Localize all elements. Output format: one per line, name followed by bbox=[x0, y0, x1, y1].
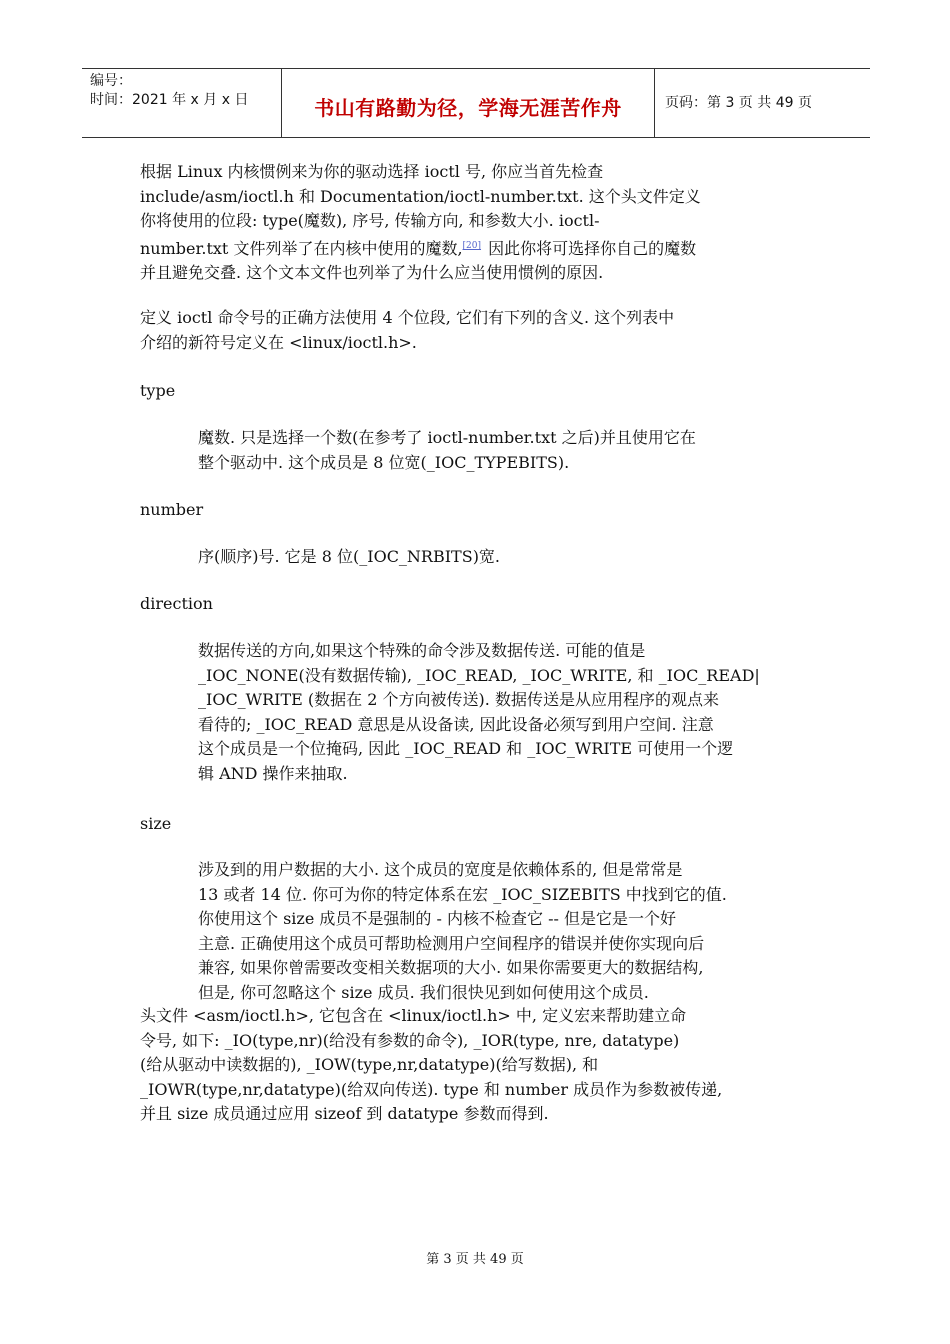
term-direction: direction bbox=[140, 594, 213, 613]
text-line: 兼容, 如果你曾需要改变相关数据项的大小. 如果你需要更大的数据结构, bbox=[198, 958, 704, 978]
text-line: _IOWR(type,nr,datatype)(给双向传送). type 和 number 成员作为参数被传递, bbox=[140, 1079, 723, 1099]
text-line: 定义 ioctl 命令号的正确方法使用 4 个位段, 它们有下列的含义. 这个列表中 bbox=[140, 308, 675, 327]
text-line: 但是, 你可忽略这个 size 成员. 我们很快见到如何使用这个成员. bbox=[198, 982, 649, 1002]
text-line: 并且 size 成员通过应用 sizeof 到 datatype 参数而得到. bbox=[140, 1104, 549, 1124]
text-line: 根据 Linux 内核惯例来为你的驱动选择 ioctl 号, 你应当首先检查 bbox=[140, 162, 604, 181]
definition-number bbox=[198, 545, 500, 570]
page-header bbox=[82, 68, 870, 138]
text-line: 整个驱动中. 这个成员是 8 位宽(_IOC_TYPEBITS). bbox=[198, 452, 570, 472]
text-line: 序(顺序)号. 它是 8 位(_IOC_NRBITS)宽. bbox=[198, 547, 501, 566]
paragraph-intro bbox=[140, 160, 701, 286]
text-line: (给从驱动中读数据的), _IOW(type,nr,datatype)(给写数据), 和 bbox=[140, 1055, 599, 1075]
header-meta-cell bbox=[82, 69, 282, 137]
text-line: 辑 AND 操作来抽取. bbox=[198, 763, 348, 783]
text-line: 你使用这个 size 成员不是强制的 - 内核不检查它 -- 但是它是一个好 bbox=[198, 909, 676, 929]
text-line: 你将使用的位段: type(魔数), 序号, 传输方向, 和参数大小. ioctl- bbox=[140, 211, 600, 231]
text-line: 数据传送的方向,如果这个特殊的命令涉及数据传送. 可能的值是 bbox=[198, 641, 646, 660]
text-line: _IOC_WRITE (数据在 2 个方向被传送). 数据传送是从应用程序的观点来 bbox=[198, 690, 719, 710]
footnote-link[interactable]: [20] bbox=[462, 240, 482, 251]
term-number: number bbox=[140, 500, 204, 519]
text-line: 主意. 正确使用这个成员可帮助检测用户空间程序的错误并使你实现向后 bbox=[198, 933, 705, 953]
text-line: 涉及到的用户数据的大小. 这个成员的宽度是依赖体系的, 但是常常是 bbox=[198, 860, 683, 879]
header-page-cell bbox=[655, 69, 870, 137]
text-line: 13 或者 14 位. 你可为你的特定体系在宏 _IOC_SIZEBITS 中找到它的值. bbox=[198, 884, 727, 904]
text-line: 这个成员是一个位掩码, 因此 _IOC_READ 和 _IOC_WRITE 可使用一个逻 bbox=[198, 739, 734, 759]
definition-size bbox=[198, 858, 727, 1006]
serial-number-label: 编号： bbox=[90, 73, 132, 89]
definition-type bbox=[198, 426, 696, 475]
text-line bbox=[140, 234, 701, 262]
date-label: 时间：2021 年 x 月 x 日 bbox=[90, 92, 249, 108]
text-line: _IOC_NONE(没有数据传输), _IOC_READ, _IOC_WRITE, 和 _IOC_READ| bbox=[198, 665, 760, 685]
term-size: size bbox=[140, 814, 172, 833]
motto-text: 书山有路勤为径，学海无涯苦作舟 bbox=[314, 96, 622, 120]
paragraph-definition bbox=[140, 306, 674, 355]
text-line: 并且避免交叠. 这个文本文件也列举了为什么应当使用惯例的原因. bbox=[140, 263, 604, 283]
page-footer: 第 3 页 共 49 页 bbox=[426, 1252, 524, 1267]
text-line: 看待的; _IOC_READ 意思是从设备读, 因此设备必须写到用户空间. 注意 bbox=[198, 714, 714, 734]
page-info: 页码：第 3 页 共 49 页 bbox=[665, 95, 812, 111]
text-line: 魔数. 只是选择一个数(在参考了 ioctl-number.txt 之后)并且使用它在 bbox=[198, 428, 696, 447]
text-run: 因此你将可选择你自己的魔数 bbox=[483, 238, 697, 258]
paragraph-macros bbox=[140, 1004, 722, 1127]
text-line: 头文件 <asm/ioctl.h>, 它包含在 <linux/ioctl.h> 中, 定义宏来帮助建立命 bbox=[140, 1006, 687, 1025]
text-line: include/asm/ioctl.h 和 Documentation/ioctl-number.txt. 这个头文件定义 bbox=[140, 186, 701, 206]
header-motto-cell bbox=[282, 69, 655, 137]
text-line: 令号, 如下: _IO(type,nr)(给没有参数的命令), _IOR(type, nre, datatype) bbox=[140, 1030, 680, 1050]
text-line: 介绍的新符号定义在 <linux/ioctl.h>. bbox=[140, 332, 417, 352]
text-run: number.txt 文件列举了在内核中使用的魔数, bbox=[140, 238, 463, 258]
definition-direction bbox=[198, 639, 760, 787]
term-type: type bbox=[140, 381, 176, 400]
